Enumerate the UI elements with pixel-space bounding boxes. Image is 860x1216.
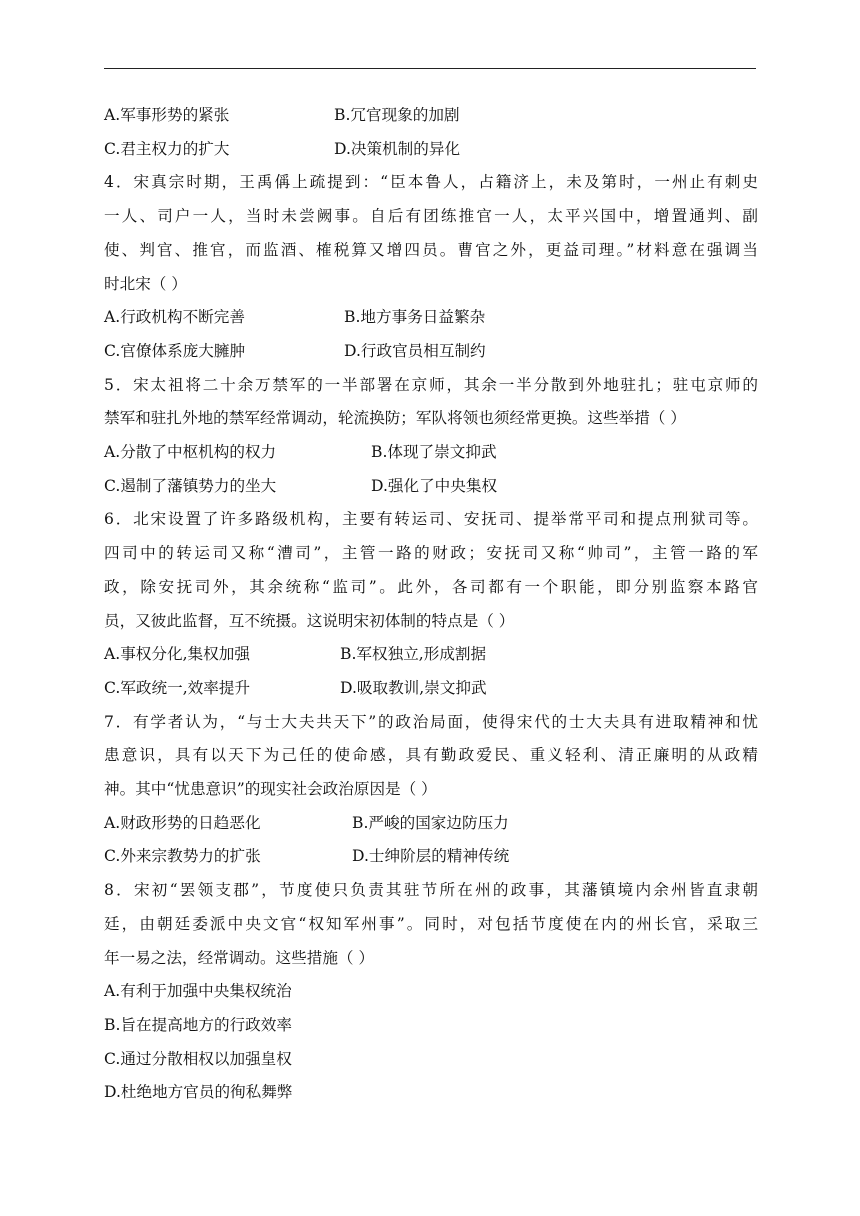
q6-options-row-1 [104,638,758,672]
q3-option-b: B.冗官现象的加剧 [334,106,460,124]
q7-option-b: B.严峻的国家边防压力 [352,813,509,832]
q4-stem-line-3: 使、判官、推官，而监酒、榷税算又增四员。曹官之外，更益司理。”材料意在强调当 [104,240,758,259]
q3-options-row-1 [104,99,758,133]
q4-option-c: C.官僚体系庞大臃肿 [104,341,246,360]
q8-stem-line-3: 年一易之法，经常调动。这些措施（ ） [104,948,375,967]
q7-options-row-1 [104,807,758,841]
q4-stem-line-1: 4．宋真宗时期，王禹偁上疏提到：“臣本鲁人，占籍济上，未及第时，一州止有刺史 [104,173,758,192]
q7-stem-line-2: 患意识，具有以天下为己任的使命感，具有勤政爱民、重义轻利、清正廉明的从政精 [104,746,758,765]
header-rule [104,68,756,69]
q5-option-c: C.遏制了藩镇势力的坐大 [104,476,277,495]
q6-options-row-2 [104,672,758,706]
q3-option-d: D.决策机制的异化 [334,139,461,158]
q4-stem-line-2: 一人、司户一人，当时未尝阙事。自后有团练推官一人，太平兴国中，增置通判、副 [104,207,758,226]
q3-option-c: C.君主权力的扩大 [104,139,230,158]
q4-option-a: A.行政机构不断完善 [104,308,245,327]
q8-stem-line-2: 廷，由朝廷委派中央文官“权知军州事”。同时，对包括节度使在内的州长官，采取三 [104,914,758,933]
q6-option-d: D.吸取教训,崇文抑武 [340,678,487,697]
q5-options-row-1 [104,436,758,470]
q6-option-b: B.军权独立,形成割据 [340,645,487,664]
q6-stem-line-1: 6．北宋设置了许多路级机构，主要有转运司、安抚司、提举常平司和提点刑狱司等。 [104,510,758,529]
q4-stem-line-4: 时北宋（ ） [104,274,187,293]
q5-option-b: B.体现了崇文抑武 [371,443,497,462]
q3-option-a: A.军事形势的紧张 [104,106,230,124]
q5-stem-line-2: 禁军和驻扎外地的禁军经常调动，轮流换防；军队将领也须经常更换。这些举措（ ） [104,409,686,428]
q8-option-d: D.杜绝地方官员的徇私舞弊 [104,1083,293,1102]
q5-option-d: D.强化了中央集权 [371,476,498,495]
q7-option-d: D.士绅阶层的精神传统 [352,847,510,866]
q7-stem-line-3: 神。其中“忧患意识”的现实社会政治原因是（ ） [104,780,437,799]
q6-option-a: A.事权分化,集权加强 [104,645,250,664]
q4-options-row-1 [104,301,758,335]
q8-stem-line-1: 8．宋初“罢领支郡”，节度使只负责其驻节所在州的政事，其藩镇境内余州皆直隶朝 [104,881,758,900]
q8-option-c: C.通过分散相权以加强皇权 [104,1049,292,1068]
q8-option-a: A.有利于加强中央集权统治 [104,982,292,1001]
q4-option-b: B.地方事务日益繁杂 [344,308,486,327]
q7-stem-line-1: 7．有学者认为，“与士大夫共天下”的政治局面，使得宋代的士大夫具有进取精神和忧 [104,712,758,731]
q6-stem-line-3: 政，除安抚司外，其余统称“监司”。此外，各司都有一个职能，即分别监察本路官 [104,577,758,596]
q3-options-row-2 [104,133,758,167]
q7-options-row-2 [104,840,758,874]
q5-stem-line-1: 5．宋太祖将二十余万禁军的一半部署在京师，其余一半分散到外地驻扎；驻屯京师的 [104,375,758,394]
q5-option-a: A.分散了中枢机构的权力 [104,443,277,462]
q6-option-c: C.军政统一,效率提升 [104,678,251,697]
q4-option-d: D.行政官员相互制约 [344,341,486,360]
q6-stem-line-4: 员，又彼此监督，互不统摄。这说明宋初体制的特点是（ ） [104,611,515,630]
document-body [104,99,758,1110]
q7-option-c: C.外来宗教势力的扩张 [104,847,261,866]
q6-stem-line-2: 四司中的转运司又称“漕司”，主管一路的财政；安抚司又称“帅司”，主管一路的军 [104,544,758,563]
q8-option-b: B.旨在提高地方的行政效率 [104,1015,292,1034]
q4-options-row-2 [104,335,758,369]
q7-option-a: A.财政形势的日趋恶化 [104,813,261,832]
q5-options-row-2 [104,470,758,504]
